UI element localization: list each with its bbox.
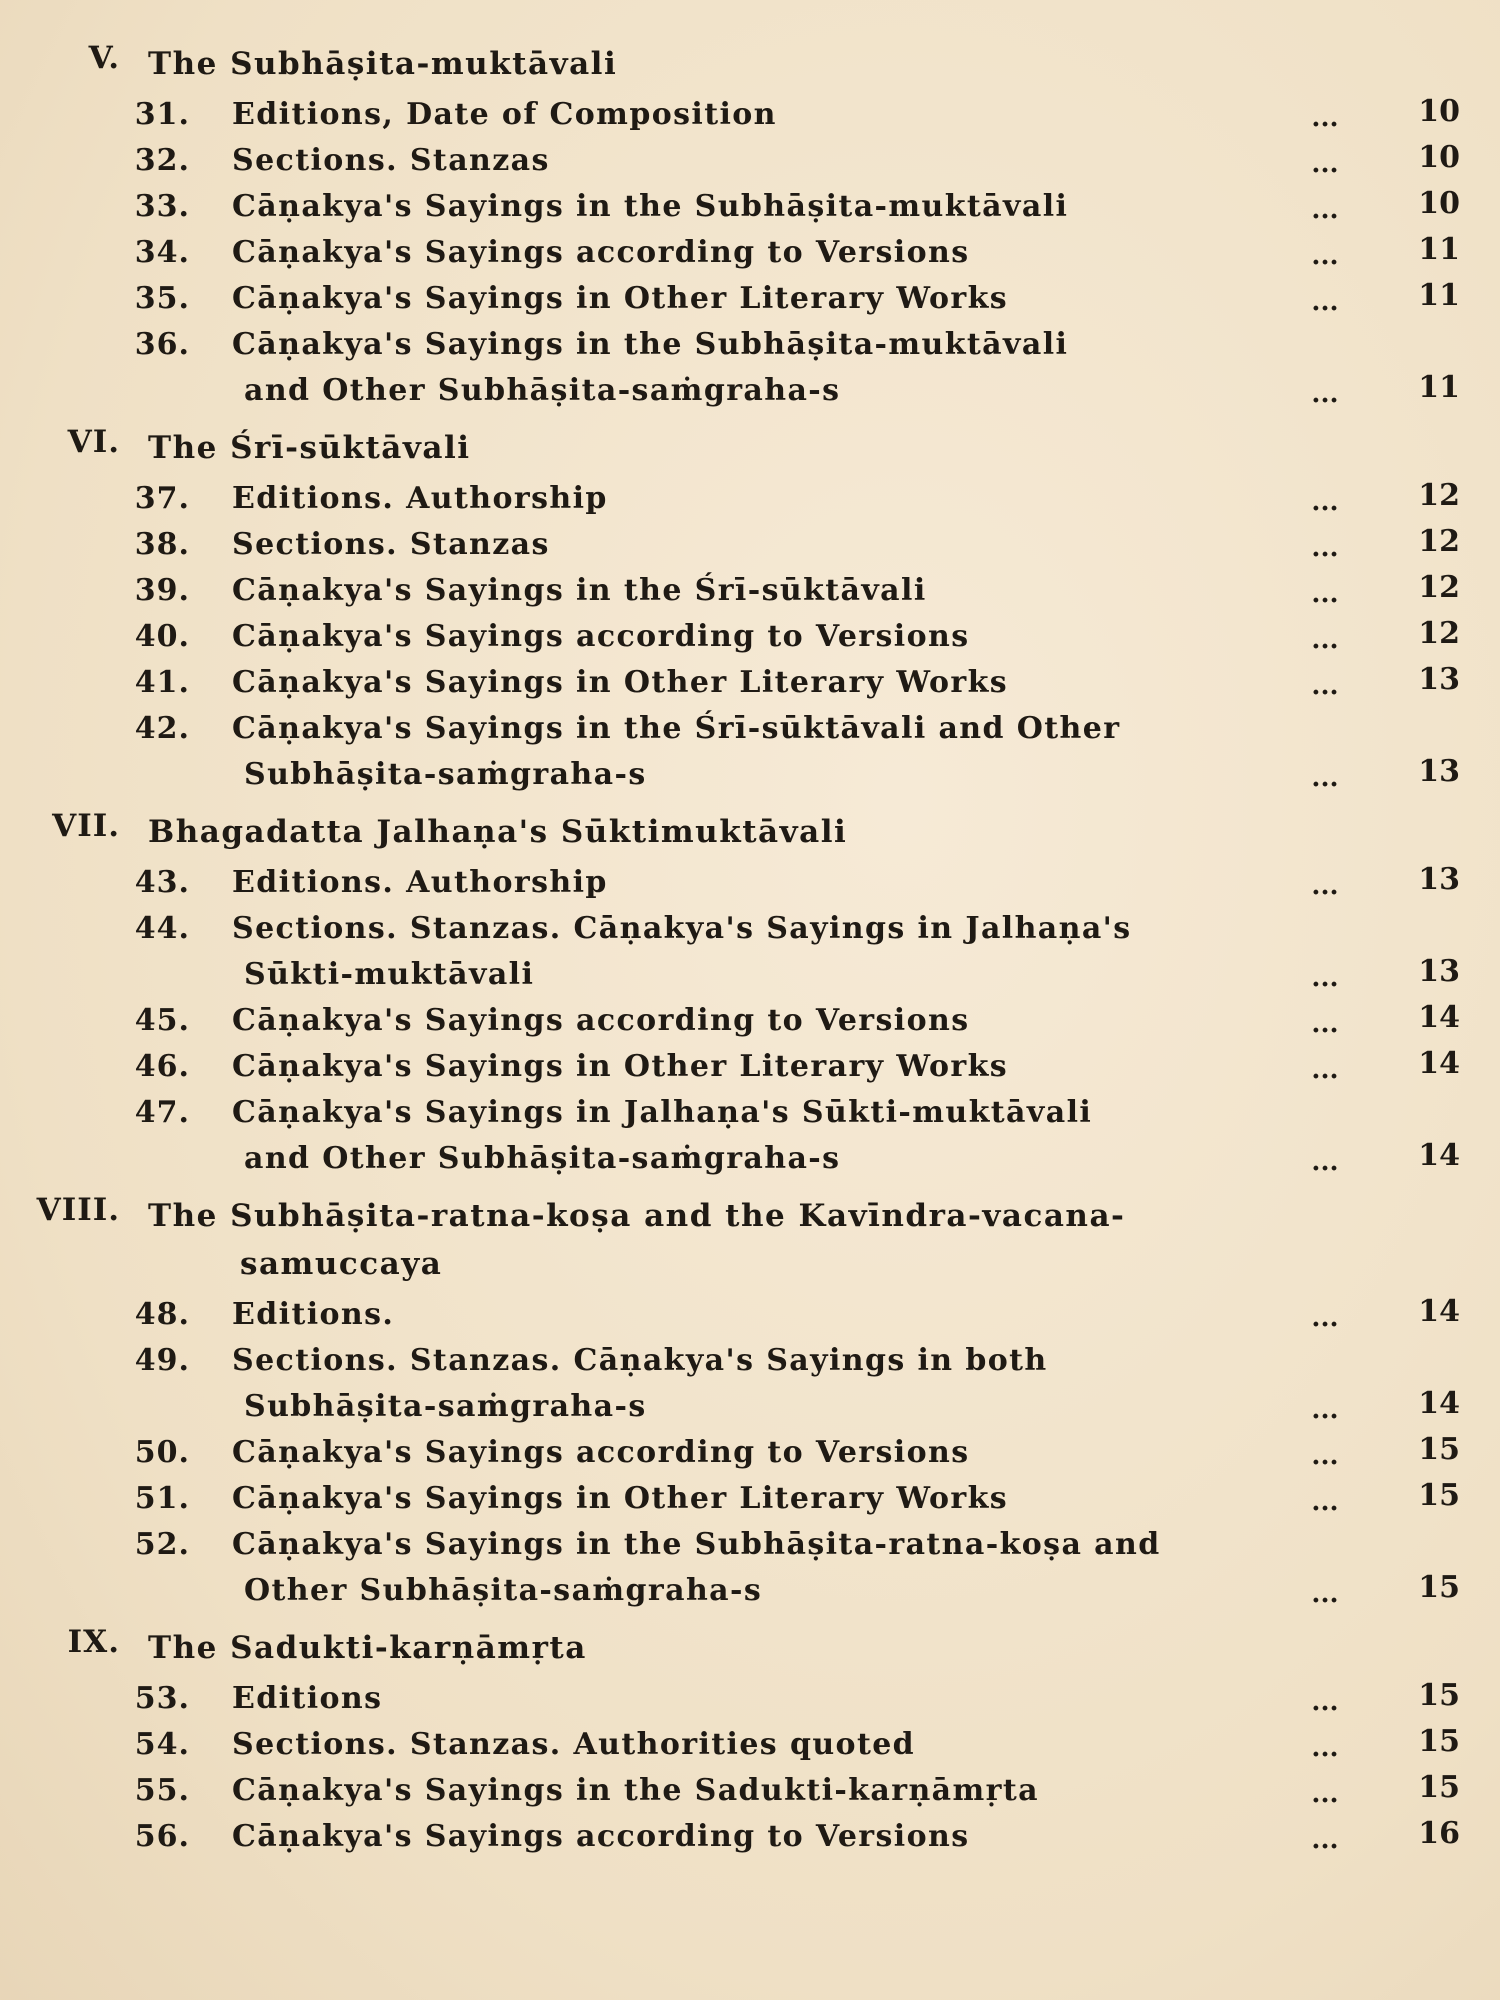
entry-title: Editions <box>232 1681 383 1716</box>
entry-number: 41. <box>134 665 190 700</box>
toc-entry <box>0 92 1500 138</box>
toc-entry <box>0 1522 1500 1614</box>
entry-number: 40. <box>134 619 190 654</box>
page-number: 13 <box>1418 954 1460 989</box>
toc-entry <box>0 660 1500 706</box>
page-number: 10 <box>1418 186 1460 221</box>
chapter-title-line2: samuccaya <box>240 1246 443 1282</box>
chapter-number: VIII. <box>36 1192 120 1228</box>
chapter-title: The Subhāṣita-muktāvali <box>148 46 618 82</box>
toc-entry <box>0 1090 1500 1182</box>
entry-number: 55. <box>134 1773 190 1808</box>
entry-number: 46. <box>134 1049 190 1084</box>
chapter-number: VII. <box>52 808 120 844</box>
dot-leader: ... <box>1311 1009 1339 1039</box>
page-number: 12 <box>1418 570 1460 605</box>
toc-entry <box>0 860 1500 906</box>
chapter-number: V. <box>88 40 120 76</box>
dot-leader: ... <box>1311 195 1339 225</box>
page-number: 14 <box>1418 1386 1460 1421</box>
dot-leader: ... <box>1311 1579 1339 1609</box>
dot-leader: ... <box>1311 763 1339 793</box>
dot-leader: ... <box>1311 1441 1339 1471</box>
dot-leader: ... <box>1311 241 1339 271</box>
page-number: 11 <box>1418 370 1460 405</box>
entry-title-line2: Subhāṣita-saṁgraha-s <box>244 1389 647 1424</box>
toc-entry <box>0 476 1500 522</box>
entry-title <box>232 1522 1222 1614</box>
chapter-title: The Śrī-sūktāvali <box>148 430 471 466</box>
chapter-heading <box>0 30 1500 92</box>
page-number: 14 <box>1418 1000 1460 1035</box>
dot-leader: ... <box>1311 871 1339 901</box>
toc-entry <box>0 1676 1500 1722</box>
entry-title <box>232 322 1222 414</box>
entry-number: 33. <box>134 189 190 224</box>
toc-entry <box>0 1338 1500 1430</box>
page-number: 12 <box>1418 616 1460 651</box>
page-number: 15 <box>1418 1678 1460 1713</box>
toc-entry <box>0 1722 1500 1768</box>
entry-number: 52. <box>134 1527 190 1562</box>
dot-leader: ... <box>1311 1303 1339 1333</box>
chapter-title <box>148 1192 1198 1288</box>
entry-title: Cāṇakya's Sayings in Other Literary Works <box>232 1049 1009 1084</box>
table-of-contents <box>0 30 1500 1860</box>
entry-number: 50. <box>134 1435 190 1470</box>
dot-leader: ... <box>1311 533 1339 563</box>
page-number: 14 <box>1418 1138 1460 1173</box>
dot-leader: ... <box>1311 1733 1339 1763</box>
page-number: 15 <box>1418 1432 1460 1467</box>
entry-title: Cāṇakya's Sayings according to Versions <box>232 235 970 270</box>
page-number: 11 <box>1418 232 1460 267</box>
dot-leader: ... <box>1311 579 1339 609</box>
entry-number: 39. <box>134 573 190 608</box>
toc-entry <box>0 276 1500 322</box>
chapter-title: Bhagadatta Jalhaṇa's Sūktimuktāvali <box>148 814 848 850</box>
page-number: 15 <box>1418 1770 1460 1805</box>
dot-leader: ... <box>1311 149 1339 179</box>
entry-title: Cāṇakya's Sayings in the Śrī-sūktāvali <box>232 573 927 608</box>
entry-number: 43. <box>134 865 190 900</box>
entry-number: 56. <box>134 1819 190 1854</box>
entry-number: 49. <box>134 1343 190 1378</box>
toc-entry <box>0 998 1500 1044</box>
entry-number: 31. <box>134 97 190 132</box>
dot-leader: ... <box>1311 1395 1339 1425</box>
toc-entry <box>0 322 1500 414</box>
page-number: 14 <box>1418 1294 1460 1329</box>
entry-number: 53. <box>134 1681 190 1716</box>
entry-title: Cāṇakya's Sayings according to Versions <box>232 1003 970 1038</box>
page-number: 16 <box>1418 1816 1460 1851</box>
chapter-title: The Sadukti-karṇāmṛta <box>148 1630 587 1666</box>
entry-title-line2: and Other Subhāṣita-saṁgraha-s <box>244 373 841 408</box>
page-number: 14 <box>1418 1046 1460 1081</box>
entry-title: Cāṇakya's Sayings in Other Literary Works <box>232 281 1009 316</box>
entry-title <box>232 706 1222 798</box>
entry-number: 42. <box>134 711 190 746</box>
toc-entry <box>0 1768 1500 1814</box>
entry-title-line1: Cāṇakya's Sayings in Jalhaṇa's Sūkti-muktāvali <box>232 1095 1093 1130</box>
toc-entry <box>0 1044 1500 1090</box>
dot-leader: ... <box>1311 1147 1339 1177</box>
entry-number: 47. <box>134 1095 190 1130</box>
dot-leader: ... <box>1311 379 1339 409</box>
entry-title: Editions. Authorship <box>232 865 608 900</box>
toc-entry <box>0 522 1500 568</box>
page-number: 15 <box>1418 1724 1460 1759</box>
page-number: 10 <box>1418 94 1460 129</box>
dot-leader: ... <box>1311 671 1339 701</box>
entry-title: Sections. Stanzas. Authorities quoted <box>232 1727 916 1762</box>
page-number: 11 <box>1418 278 1460 313</box>
entry-title-line1: Cāṇakya's Sayings in the Subhāṣita-ratna-koṣa and <box>232 1527 1161 1562</box>
entry-title-line1: Sections. Stanzas. Cāṇakya's Sayings in both <box>232 1343 1048 1378</box>
chapter-heading <box>0 798 1500 860</box>
chapter-heading <box>0 1614 1500 1676</box>
entry-title: Editions. <box>232 1297 395 1332</box>
page-number: 13 <box>1418 754 1460 789</box>
entry-number: 45. <box>134 1003 190 1038</box>
entry-number: 35. <box>134 281 190 316</box>
chapter-number: VI. <box>67 424 120 460</box>
entry-number: 32. <box>134 143 190 178</box>
entry-title <box>232 1090 1222 1182</box>
entry-title: Cāṇakya's Sayings in the Subhāṣita-muktāvali <box>232 189 1069 224</box>
entry-title: Sections. Stanzas <box>232 527 550 562</box>
entry-title: Cāṇakya's Sayings according to Versions <box>232 1819 970 1854</box>
entry-number: 37. <box>134 481 190 516</box>
entry-title: Editions, Date of Composition <box>232 97 777 132</box>
toc-entry <box>0 906 1500 998</box>
page-number: 12 <box>1418 524 1460 559</box>
entry-title: Cāṇakya's Sayings in Other Literary Works <box>232 1481 1009 1516</box>
entry-number: 48. <box>134 1297 190 1332</box>
chapter-heading <box>0 414 1500 476</box>
toc-entry <box>0 138 1500 184</box>
toc-entry <box>0 184 1500 230</box>
dot-leader: ... <box>1311 287 1339 317</box>
entry-title-line2: Other Subhāṣita-saṁgraha-s <box>244 1573 763 1608</box>
entry-title: Cāṇakya's Sayings according to Versions <box>232 1435 970 1470</box>
entry-title-line1: Cāṇakya's Sayings in the Śrī-sūktāvali and Other <box>232 711 1121 746</box>
entry-number: 38. <box>134 527 190 562</box>
toc-entry <box>0 1814 1500 1860</box>
page-number: 12 <box>1418 478 1460 513</box>
dot-leader: ... <box>1311 1825 1339 1855</box>
entry-title: Cāṇakya's Sayings according to Versions <box>232 619 970 654</box>
entry-title: Editions. Authorship <box>232 481 608 516</box>
page-number: 15 <box>1418 1570 1460 1605</box>
entry-title <box>232 1338 1222 1430</box>
entry-title-line1: Cāṇakya's Sayings in the Subhāṣita-muktāvali <box>232 327 1069 362</box>
entry-title <box>232 906 1222 998</box>
toc-entry <box>0 1430 1500 1476</box>
entry-title: Cāṇakya's Sayings in the Sadukti-karṇāmṛta <box>232 1773 1039 1808</box>
entry-title: Cāṇakya's Sayings in Other Literary Works <box>232 665 1009 700</box>
toc-entry <box>0 1292 1500 1338</box>
dot-leader: ... <box>1311 487 1339 517</box>
dot-leader: ... <box>1311 963 1339 993</box>
entry-title: Sections. Stanzas <box>232 143 550 178</box>
entry-number: 54. <box>134 1727 190 1762</box>
dot-leader: ... <box>1311 1487 1339 1517</box>
page-number: 13 <box>1418 662 1460 697</box>
toc-entry <box>0 706 1500 798</box>
toc-entry <box>0 614 1500 660</box>
dot-leader: ... <box>1311 625 1339 655</box>
chapter-heading <box>0 1182 1500 1292</box>
dot-leader: ... <box>1311 1687 1339 1717</box>
page-number: 10 <box>1418 140 1460 175</box>
entry-number: 36. <box>134 327 190 362</box>
entry-title-line2: Sūkti-muktāvali <box>244 957 535 992</box>
page-number: 15 <box>1418 1478 1460 1513</box>
dot-leader: ... <box>1311 103 1339 133</box>
entry-title-line1: Sections. Stanzas. Cāṇakya's Sayings in Jalhaṇa's <box>232 911 1132 946</box>
toc-entry <box>0 230 1500 276</box>
chapter-number: IX. <box>67 1624 120 1660</box>
chapter-title-line1: The Subhāṣita-ratna-koṣa and the Kavīndra-vacana- <box>148 1198 1126 1234</box>
entry-number: 34. <box>134 235 190 270</box>
entry-title-line2: Subhāṣita-saṁgraha-s <box>244 757 647 792</box>
dot-leader: ... <box>1311 1779 1339 1809</box>
dot-leader: ... <box>1311 1055 1339 1085</box>
entry-title-line2: and Other Subhāṣita-saṁgraha-s <box>244 1141 841 1176</box>
page-number: 13 <box>1418 862 1460 897</box>
entry-number: 51. <box>134 1481 190 1516</box>
entry-number: 44. <box>134 911 190 946</box>
toc-entry <box>0 1476 1500 1522</box>
toc-entry <box>0 568 1500 614</box>
